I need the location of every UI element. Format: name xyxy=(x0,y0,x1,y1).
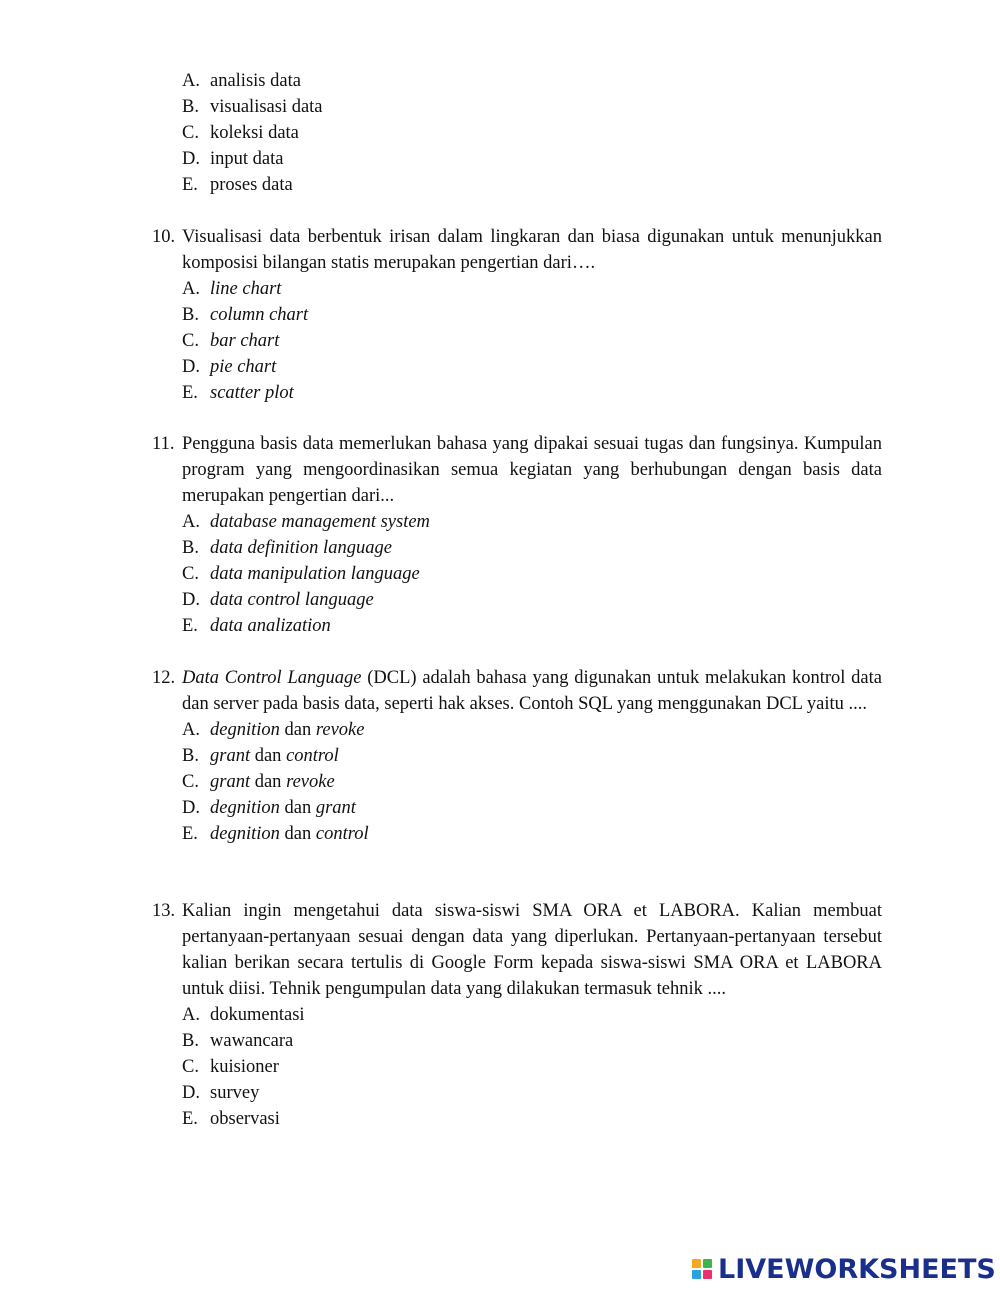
option-b[interactable]: B. data definition language xyxy=(182,538,392,558)
logo-text: LIVEWORKSHEETS xyxy=(718,1253,996,1285)
option-d[interactable]: D. degnition dan grant xyxy=(182,798,356,818)
option-a[interactable]: A. dokumentasi xyxy=(182,1005,305,1025)
question-10-options xyxy=(182,276,882,406)
option-c[interactable]: C. koleksi data xyxy=(182,123,299,143)
dcl-term: Data Control Language xyxy=(182,668,362,688)
logo-tile xyxy=(692,1270,701,1279)
logo-mark-icon xyxy=(692,1259,712,1279)
option-b[interactable]: B. wawancara xyxy=(182,1031,294,1051)
option-e[interactable]: E. scatter plot xyxy=(182,383,294,403)
option-e[interactable]: E. observasi xyxy=(182,1109,280,1129)
liveworksheets-logo[interactable] xyxy=(692,1254,996,1284)
option-c[interactable]: C. bar chart xyxy=(182,331,280,351)
question-text: Pengguna basis data memerlukan bahasa yang dipakai sesuai tugas dan fungsinya. Kumpulan program yang mengoordinasikan semua kegiatan yang berhubungan dengan basis data merupakan pengertian dari... xyxy=(182,434,882,506)
option-c[interactable]: C. data manipulation language xyxy=(182,564,420,584)
question-12-options xyxy=(182,717,882,847)
option-d[interactable]: D. survey xyxy=(182,1083,260,1103)
question-13 xyxy=(152,898,882,1132)
question-11-options xyxy=(182,509,882,639)
question-number: 10. xyxy=(152,227,176,247)
question-number: 13. xyxy=(152,901,176,921)
option-b[interactable]: B. column chart xyxy=(182,305,309,325)
question-number: 12. xyxy=(152,668,176,688)
question-11 xyxy=(152,431,882,639)
question-number: 11. xyxy=(152,434,175,454)
option-e[interactable]: E. proses data xyxy=(182,175,293,195)
question-text: Visualisasi data berbentuk irisan dalam lingkaran dan biasa digunakan untuk menunjukkan komposisi bilangan statis merupakan pengertian dari…. xyxy=(182,227,882,273)
question-12 xyxy=(152,665,882,847)
option-b[interactable]: B. visualisasi data xyxy=(182,97,323,117)
option-d[interactable]: D. pie chart xyxy=(182,357,277,377)
question-text: Kalian ingin mengetahui data siswa-siswi SMA ORA et LABORA. Kalian membuat pertanyaan-pertanyaan sesuai dengan data yang diperlukan. Pertanyaan-pertanyaan tersebut kalian berikan secara tertulis di Google Form kepada siswa-siswi SMA ORA et LABORA untuk diisi. Tehnik pengumpulan data yang dilakukan termasuk tehnik .... xyxy=(182,901,882,999)
option-c[interactable]: C. kuisioner xyxy=(182,1057,279,1077)
option-e[interactable]: E. degnition dan control xyxy=(182,824,369,844)
option-d[interactable]: D. input data xyxy=(182,149,284,169)
logo-tile xyxy=(692,1259,701,1268)
option-a[interactable]: A. database management system xyxy=(182,512,430,532)
option-a[interactable]: A. degnition dan revoke xyxy=(182,720,365,740)
question-9-options xyxy=(182,68,323,198)
logo-tile xyxy=(703,1270,712,1279)
question-text: Data Control Language (DCL) adalah bahasa yang digunakan untuk melakukan kontrol data dan server pada basis data, seperti hak akses. Contoh SQL yang menggunakan DCL yaitu .... xyxy=(182,668,882,714)
option-a[interactable]: A. analisis data xyxy=(182,71,301,91)
question-10 xyxy=(152,224,882,406)
logo-tile xyxy=(703,1259,712,1268)
option-e[interactable]: E. data analization xyxy=(182,616,331,636)
option-b[interactable]: B. grant dan control xyxy=(182,746,339,766)
option-c[interactable]: C. grant dan revoke xyxy=(182,772,335,792)
question-13-options xyxy=(182,1002,882,1132)
option-a[interactable]: A. line chart xyxy=(182,279,282,299)
option-d[interactable]: D. data control language xyxy=(182,590,374,610)
